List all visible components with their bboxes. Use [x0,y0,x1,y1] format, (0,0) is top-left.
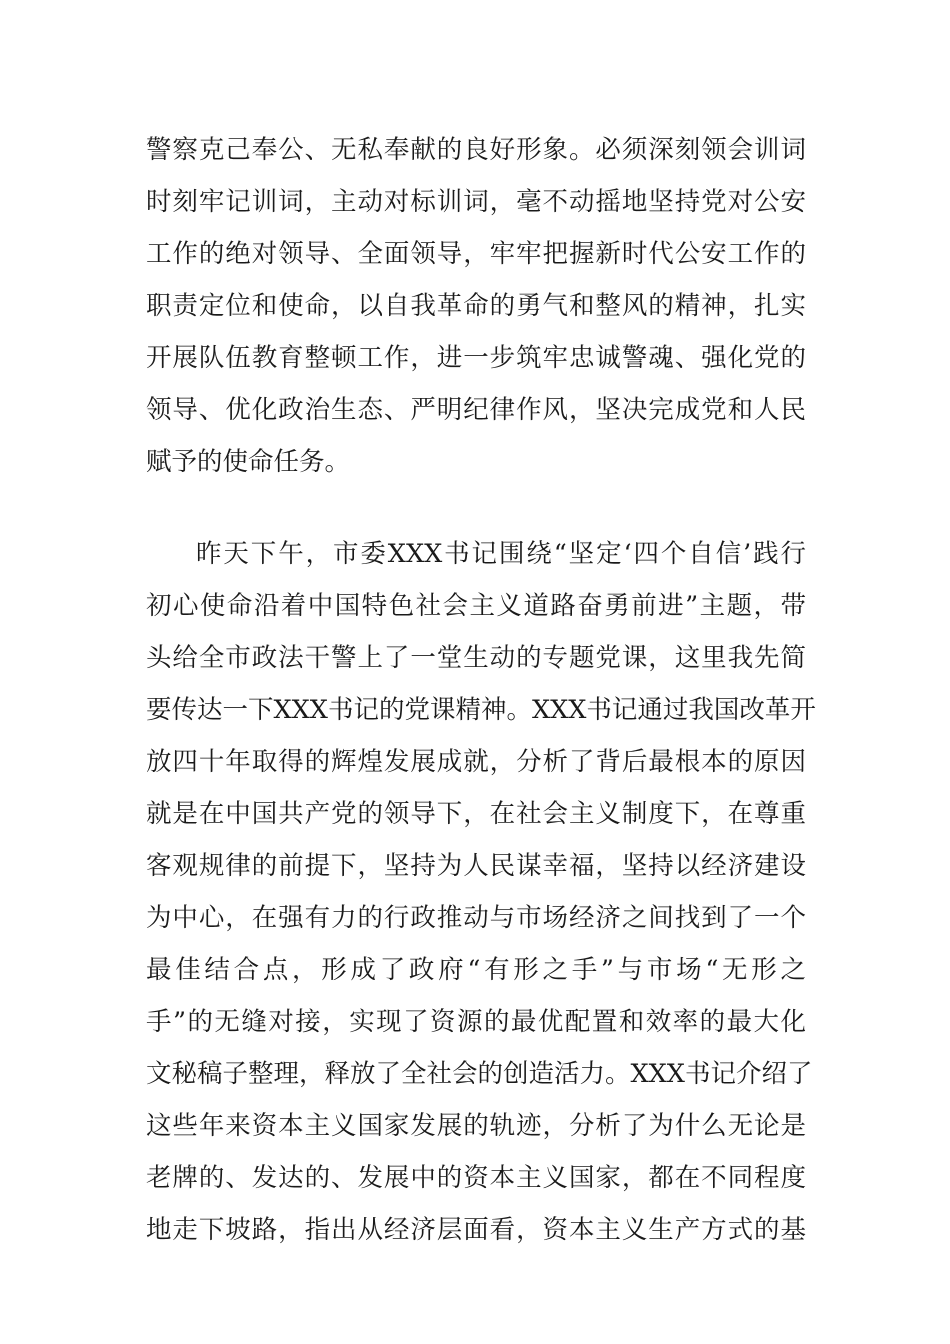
paragraph-2-line-11: 文秘稿子整理，释放了全社会的创造活力。XXX书记介绍了 [146,1059,813,1089]
paragraph-2-line-1: 昨天下午，市委XXX书记围绕“坚定‘四个自信’践行 [196,539,806,569]
paragraph-1-line-3: 工作的绝对领导、全面领导，牢牢把握新时代公安工作的 [146,239,806,269]
paragraph-2-line-13: 老牌的、发达的、发展中的资本主义国家，都在不同程度 [146,1163,806,1193]
paragraph-2-line-12: 这些年来资本主义国家发展的轨迹，分析了为什么无论是 [146,1111,806,1141]
paragraph-2-line-10: 手”的无缝对接，实现了资源的最优配置和效率的最大化 [146,1007,806,1037]
paragraph-2-line-4: 要传达一下XXX书记的党课精神。XXX书记通过我国改革开 [146,695,816,725]
paragraph-1-line-2: 时刻牢记训词，主动对标训词，毫不动摇地坚持党对公安 [146,187,806,217]
paragraph-1-line-4: 职责定位和使命，以自我革命的勇气和整风的精神，扎实 [146,291,806,321]
paragraph-1-line-1: 警察克己奉公、无私奉献的良好形象。必须深刻领会训词 [146,135,806,165]
paragraph-1-line-6: 领导、优化政治生态、严明纪律作风，坚决完成党和人民 [146,395,806,425]
paragraph-2-line-3: 头给全市政法干警上了一堂生动的专题党课，这里我先简 [146,643,806,673]
paragraph-2-line-5: 放四十年取得的辉煌发展成就，分析了背后最根本的原因 [146,747,806,777]
paragraph-2-line-8: 为中心，在强有力的行政推动与市场经济之间找到了一个 [146,903,806,933]
paragraph-2-line-7: 客观规律的前提下，坚持为人民谋幸福，坚持以经济建设 [146,851,806,881]
paragraph-2-line-9: 最佳结合点，形成了政府“有形之手”与市场“无形之 [146,955,806,985]
paragraph-1-line-7: 赋予的使命任务。 [146,447,351,477]
paragraph-2-line-2: 初心使命沿着中国特色社会主义道路奋勇前进”主题，带 [146,591,806,621]
paragraph-2-line-14: 地走下坡路，指出从经济层面看，资本主义生产方式的基 [146,1215,806,1245]
paragraph-1-line-5: 开展队伍教育整顿工作，进一步筑牢忠诚警魂、强化党的 [146,343,806,373]
paragraph-2-line-6: 就是在中国共产党的领导下，在社会主义制度下，在尊重 [146,799,806,829]
